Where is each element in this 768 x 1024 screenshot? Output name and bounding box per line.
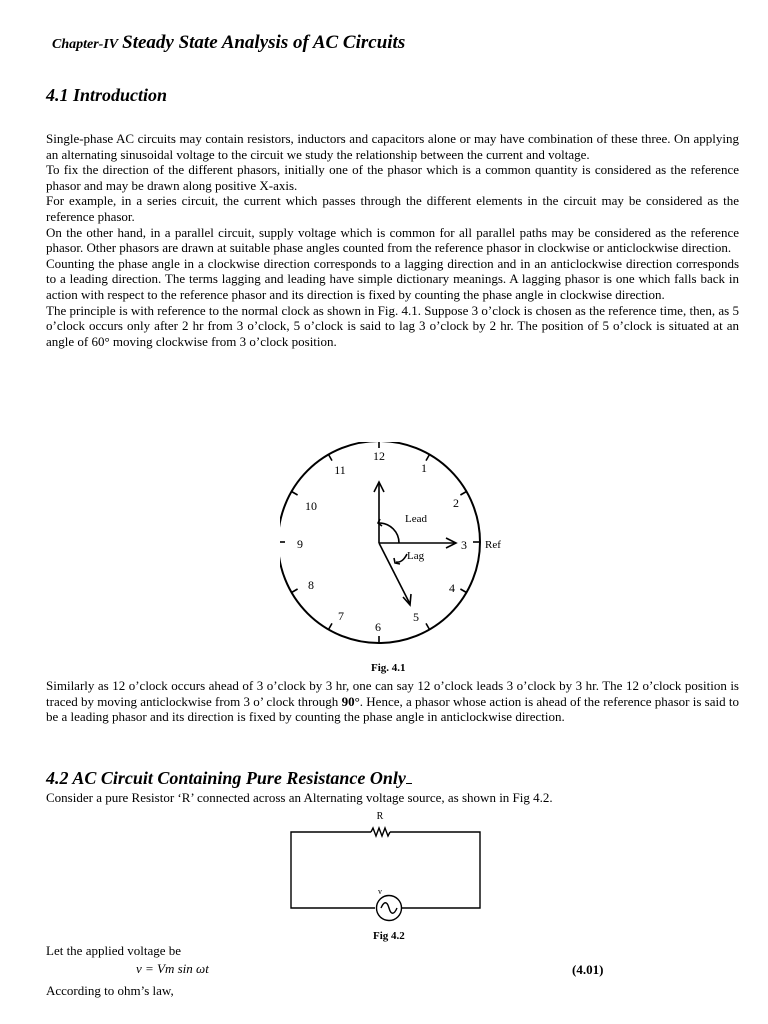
resistor-label: R <box>376 811 384 822</box>
section-heading-introduction: 4.1 Introduction <box>46 85 168 105</box>
clock-tick <box>460 492 466 496</box>
equation-4-01: v = Vm sin ωt <box>136 961 209 976</box>
clock-number-8: 8 <box>308 578 314 592</box>
clock-tick <box>329 455 333 461</box>
lag-label: Lag <box>407 550 425 562</box>
section-heading-text: 4.2 AC Circuit Containing Pure Resistance Only <box>46 768 406 788</box>
lag-phasor-arrow <box>379 543 410 604</box>
clock-tick <box>460 589 466 593</box>
paragraph: To fix the direction of the different phasors, initially one of the phasor which is a common quantity is considered as the reference phasor and may be drawn along positive X-axis. <box>46 162 739 193</box>
chapter-prefix: Chapter-IV <box>52 37 119 52</box>
heading-underline <box>406 783 412 784</box>
clock-number-9: 9 <box>297 537 303 551</box>
text-span: Similarly as 12 o’clock occurs ahead of 3 o’clock by 3 hr, one can say 12 o’clock leads 3 o’clock by 3 hr. The 12 o’clock position is traced by moving anticlockwise from 3 o’ clock through <box>46 678 739 709</box>
clock-number-4: 4 <box>449 581 455 595</box>
paragraph: For example, in a series circuit, the current which passes through the different elements in the circuit may be considered as the reference phasor. <box>46 193 739 224</box>
clock-number-2: 2 <box>453 496 459 510</box>
clock-number-3: 3 <box>461 538 467 552</box>
right-wire <box>390 832 480 908</box>
clock-number-10: 10 <box>305 499 317 513</box>
ref-label: Ref <box>485 539 501 551</box>
text-span: . Hence, a phasor whose action is ahead of the reference phasor is said to be a leading phasor and its direction is fixed by counting the phase angle in anticlockwise direction. <box>46 693 739 725</box>
left-wire <box>291 832 375 908</box>
resistor-icon <box>371 828 390 836</box>
paragraph <box>46 678 739 725</box>
paragraph-leading-phasor <box>46 678 739 725</box>
lead-label: Lead <box>405 513 427 525</box>
chapter-title <box>52 32 405 54</box>
clock-number-1: 1 <box>421 461 427 475</box>
clock-tick <box>426 623 430 629</box>
section2-intro: Consider a pure Resistor ‘R’ connected across an Alternating voltage source, as shown in Fig 4.2. <box>46 790 553 805</box>
clock-tick <box>426 455 430 461</box>
clock-number-11: 11 <box>334 463 346 477</box>
applied-voltage-text: Let the applied voltage be <box>46 943 182 958</box>
chapter-name: Steady State Analysis of AC Circuits <box>122 32 406 53</box>
clock-tick <box>292 589 298 593</box>
clock-number-6: 6 <box>375 620 381 634</box>
circuit-wires <box>291 828 480 921</box>
paragraph: The principle is with reference to the normal clock as shown in Fig. 4.1. Suppose 3 o’clock is chosen as the reference time, then, as 5 o’clock occurs only after 2 hr from 3 o’clock, 5 o’clock is said to lag 3 o’clock by 2 hr. The position of 5 o’clock is situated at an angle of 60° moving clockwise from 3 o’clock position. <box>46 302 739 349</box>
lag-angle-arc <box>396 554 407 562</box>
equation-number: (4.01) <box>572 962 604 977</box>
paragraph: Counting the phase angle in a clockwise direction corresponds to a lagging direction and in an anticlockwise direction corresponds to a leading direction. The terms lagging and leading have simple dictionary meanings. A lagging phasor is one which falls back in action with respect to the reference phasor and its direction is fixed by counting the phase angle in clockwise direction. <box>46 255 739 302</box>
introduction-body <box>46 131 739 349</box>
source-label: v <box>378 887 382 896</box>
clock-number-5: 5 <box>413 610 419 624</box>
resistor-circuit-diagram <box>280 808 490 938</box>
ohms-law-text: According to ohm’s law, <box>46 983 174 998</box>
figure-caption-4-2: Fig 4.2 <box>373 930 405 942</box>
clock-phasor-diagram <box>280 442 510 662</box>
angle-90: 90° <box>341 693 360 709</box>
sine-wave-icon <box>381 903 397 914</box>
clock-number-12: 12 <box>373 449 385 463</box>
clock-tick <box>292 492 298 496</box>
section-heading-pure-resistance <box>46 768 412 789</box>
figure-caption-4-1: Fig. 4.1 <box>371 662 406 674</box>
lag-arc-arrow-icon <box>394 558 400 564</box>
clock-number-7: 7 <box>338 609 344 623</box>
phasor-arrows <box>374 482 456 605</box>
paragraph: On the other hand, in a parallel circuit, supply voltage which is common for all parallel paths may be considered as the reference phasor. Other phasors are drawn at suitable phase angles counted from the reference phasor in clockwise or anticlockwise direction. <box>46 224 739 256</box>
paragraph: Single-phase AC circuits may contain resistors, inductors and capacitors alone or may have combination of these three. On applying an alternating sinusoidal voltage to the circuit we study the relationship between the current and voltage. <box>46 131 739 162</box>
clock-tick <box>329 623 333 629</box>
